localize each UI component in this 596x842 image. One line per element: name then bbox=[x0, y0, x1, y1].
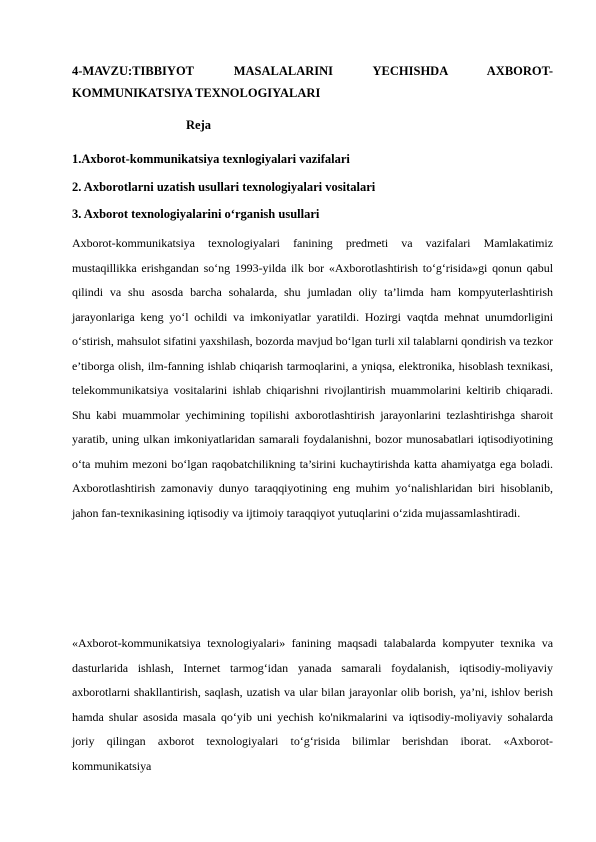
body-paragraph: «Axborot-kommunikatsiya texnologiyalari» fanining maqsadi talabalarda kompyuter texnika va dasturlarida ishlash, Internet tarmogʻidan yanada samarali foydalanish, iqtisodiy-moliyaviy axborotlarni shakllantirish, saqlash, uzatish va ular bilan jarayonlar olib borish, ya’ni, ishlov berish hamda shular asosida masala qoʻyib uni yechish ko'nikmalarini va iqtisodiy-moliyaviy sohalarda joriy qilingan axborot texnologiyalari toʻgʻrisida bilimlar berishdan iborat. «Axborot-kommunikatsiya bbox=[72, 636, 553, 773]
document-title: 4-MAVZU:TIBBIYOT MASALALARINI YECHISHDA AXBOROT-KOMMUNIKATSIYA TEXNOLOGIYALARI bbox=[72, 64, 553, 100]
plan-item: 3. Axborot texnologiyalarini oʻrganish usullari bbox=[72, 207, 320, 221]
plan-heading: Reja bbox=[186, 118, 211, 132]
plan-item: 1.Axborot-kommunikatsiya texnlogiyalari vazifalari bbox=[72, 152, 350, 166]
body-paragraph: Axborot-kommunikatsiya texnologiyalari fanining predmeti va vazifalari Mamlakatimiz mustaqillikka erishgandan soʻng 1993-yilda ilk bor «Axborotlashtirish toʻgʻrisida»gi qonun qabul qilindi va shu asosda barcha sohalarda, shu jumladan oliy ta’limda ham kompyuterlashtirish jarayonlariga keng yoʻl ochildi va imkoniyatlar yaratildi. Hozirgi vaqtda mehnat unumdorligini oʻstirish, mahsulot sifatini yaxshilash, bozorda mavjud boʻlgan turli xil talablarni qondirish va tezkor e’tiborga olish, ilm-fanning ishlab chiqarish tarmoqlarini, a yniqsa, elektronika, hisoblash texnikasi, telekommunikatsiya vositalarini ishlab chiqarishni rivojlantirish muammolarini keltirib chiqaradi. Shu kabi muammolar yechimining topilishi axborotlashtirish jarayonlarini tezlashtirishga sharoit yaratib, uning ulkan imkoniyatlaridan samarali foydalanishni, bozor munosabatlari iqtisodiyotining oʻta muhim mezoni boʻlgan raqobatchilikning ta’sirini kuchaytirishda katta ahamiyatga ega boladi. Axborotlashtirish zamonaviy dunyo taraqqiyotining eng muhim yoʻnalishlaridan biri hisoblanib, jahon fan-texnikasining iqtisodiy va ijtimoiy taraqqiyot yutuqlarini oʻzida mujassamlashtiradi. bbox=[72, 236, 553, 520]
plan-item: 2. Axborotlarni uzatish usullari texnologiyalari vositalari bbox=[72, 180, 376, 194]
